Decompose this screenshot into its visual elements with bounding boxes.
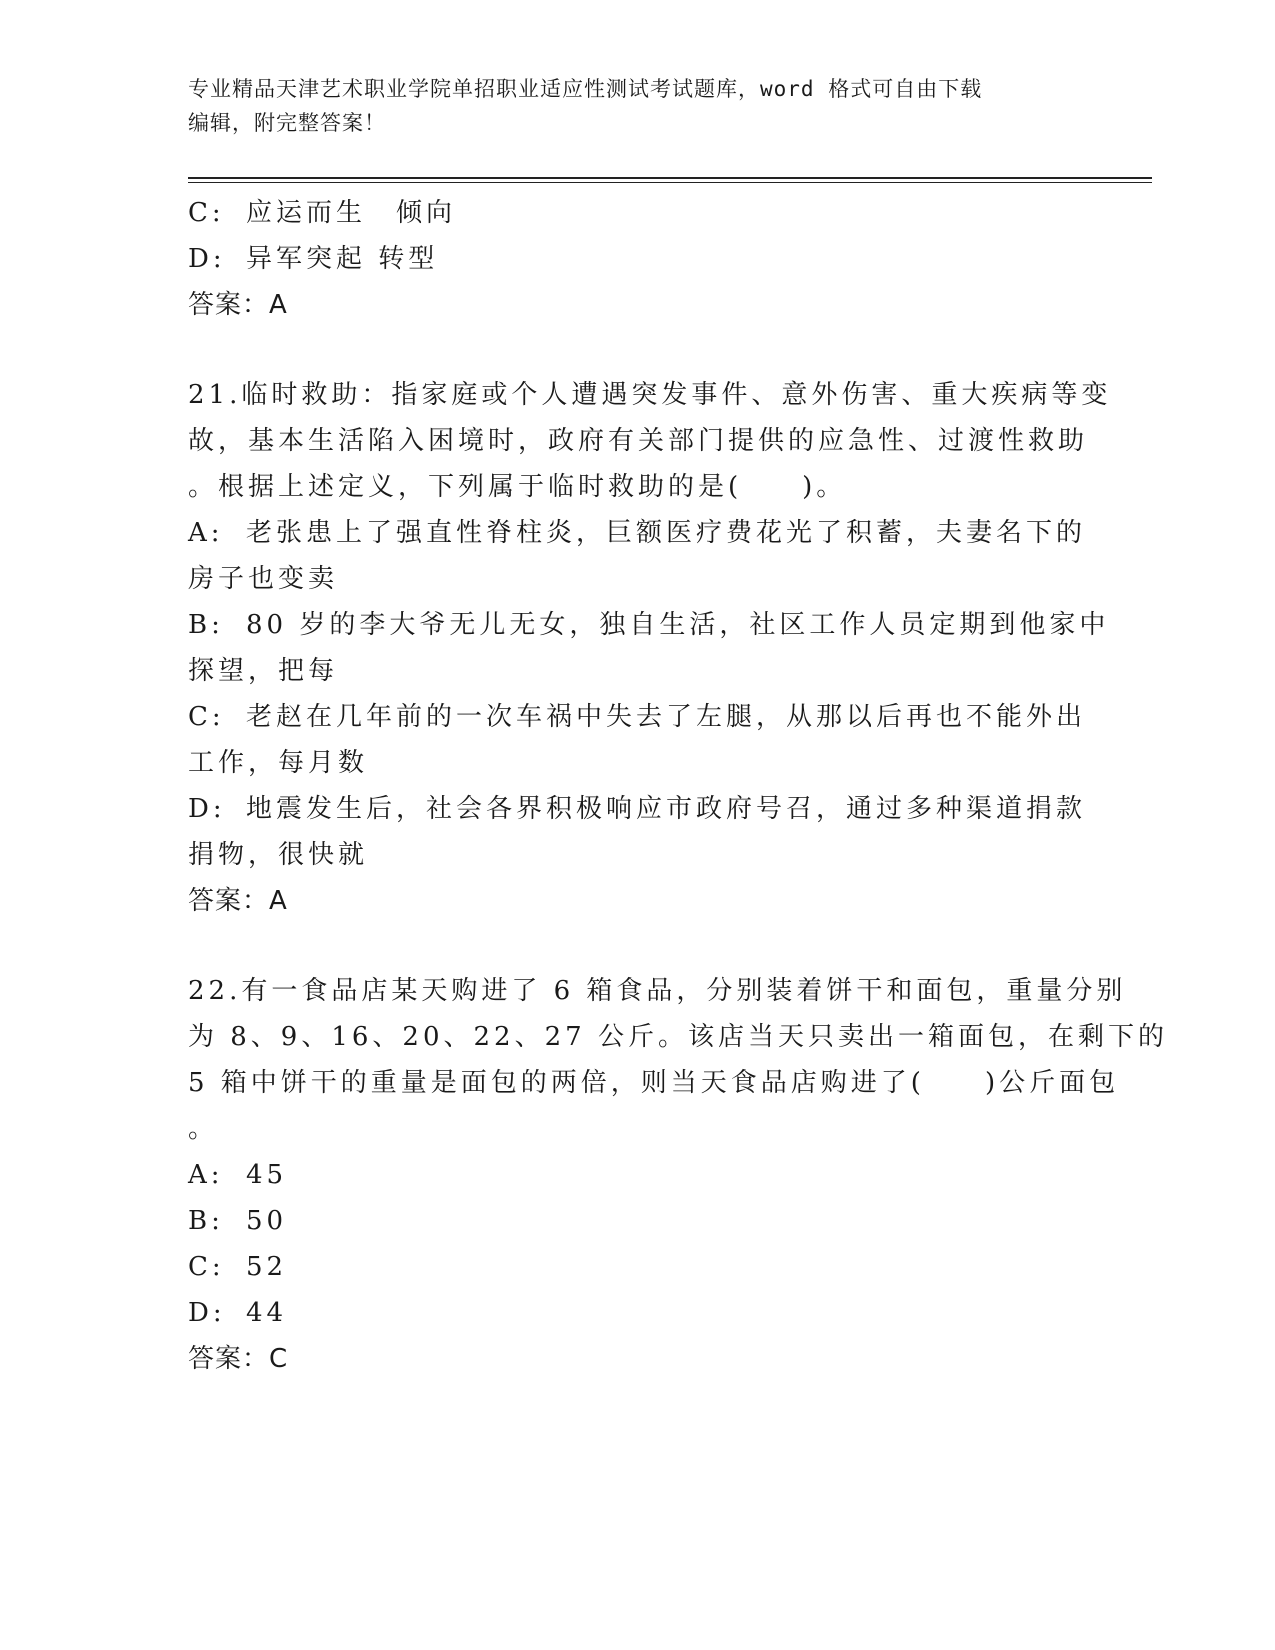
- option-text: 45: [246, 1160, 288, 1190]
- prev-option-d: [188, 236, 1088, 282]
- option-a: [188, 1152, 1088, 1198]
- answer: 答案：C: [188, 1344, 289, 1374]
- option-text: 80 岁的李大爷无儿无女，独自生活，社区工作人员定期到他家中: [246, 610, 1110, 640]
- option-key: A:: [188, 1160, 224, 1190]
- question-line: 故，基本生活陷入困境时，政府有关部门提供的应急性、过渡性救助: [188, 426, 1089, 456]
- option-text: 老赵在几年前的一次车祸中失去了左腿，从那以后再也不能外出: [246, 702, 1087, 732]
- prev-answer: 答案：A: [188, 290, 288, 320]
- option-key: C:: [188, 702, 225, 732]
- question-line: 22.有一食品店某天购进了 6 箱食品，分别装着饼干和面包，重量分别: [188, 976, 1127, 1006]
- option-d: [188, 1290, 1088, 1336]
- answer: 答案：A: [188, 886, 288, 916]
- question-22: [188, 968, 1168, 1382]
- prev-option-c: [188, 190, 1088, 236]
- option-key: D:: [188, 794, 226, 824]
- question-line: 21.临时救助：指家庭或个人遭遇突发事件、意外伤害、重大疾病等变: [188, 380, 1112, 410]
- option-key: B:: [188, 610, 224, 640]
- option-text: 地震发生后，社会各界积极响应市政府号召，通过多种渠道捐款: [246, 794, 1087, 824]
- header-rule-thick: [188, 177, 1152, 179]
- option-key: D:: [188, 1298, 226, 1328]
- option-continuation: 房子也变卖: [188, 564, 339, 594]
- option-text: 50: [246, 1206, 288, 1236]
- option-text: 52: [246, 1252, 288, 1282]
- option-d: [188, 786, 1088, 832]
- header-rule-thin: [188, 182, 1152, 183]
- option-text: 老张患上了强直性脊柱炎，巨额医疗费花光了积蓄，夫妻名下的: [246, 518, 1087, 548]
- option-text: 44: [246, 1298, 288, 1328]
- option-text: 异军突起 转型: [246, 244, 439, 274]
- document-body: [188, 190, 1168, 1382]
- header-line-2: 编辑，附完整答案！: [188, 111, 386, 135]
- question-line: 。根据上述定义，下列属于临时救助的是( )。: [188, 472, 847, 502]
- header-line-1: 专业精品天津艺术职业学院单招职业适应性测试考试题库，word 格式可自由下载: [188, 77, 983, 101]
- question-21: [188, 372, 1112, 924]
- option-continuation: 探望，把每: [188, 656, 339, 686]
- option-continuation: 工作，每月数: [188, 748, 369, 778]
- option-key: C:: [188, 198, 225, 228]
- option-key: C:: [188, 1252, 225, 1282]
- question-line: 5 箱中饼干的重量是面包的两倍，则当天食品店购进了( )公斤面包: [188, 1068, 1120, 1098]
- option-b: [188, 1198, 1088, 1244]
- option-b: [188, 602, 1110, 648]
- document-header: [188, 72, 1088, 140]
- question-line: 为 8、9、16、20、22、27 公斤。该店当天只卖出一箱面包，在剩下的: [188, 1022, 1168, 1052]
- option-key: A:: [188, 518, 224, 548]
- option-continuation: 捐物，很快就: [188, 840, 369, 870]
- question-line: 。: [188, 1114, 219, 1144]
- option-c: [188, 694, 1088, 740]
- option-text: 应运而生 倾向: [246, 198, 457, 228]
- option-key: D:: [188, 244, 226, 274]
- option-a: [188, 510, 1088, 556]
- option-c: [188, 1244, 1088, 1290]
- option-key: B:: [188, 1206, 224, 1236]
